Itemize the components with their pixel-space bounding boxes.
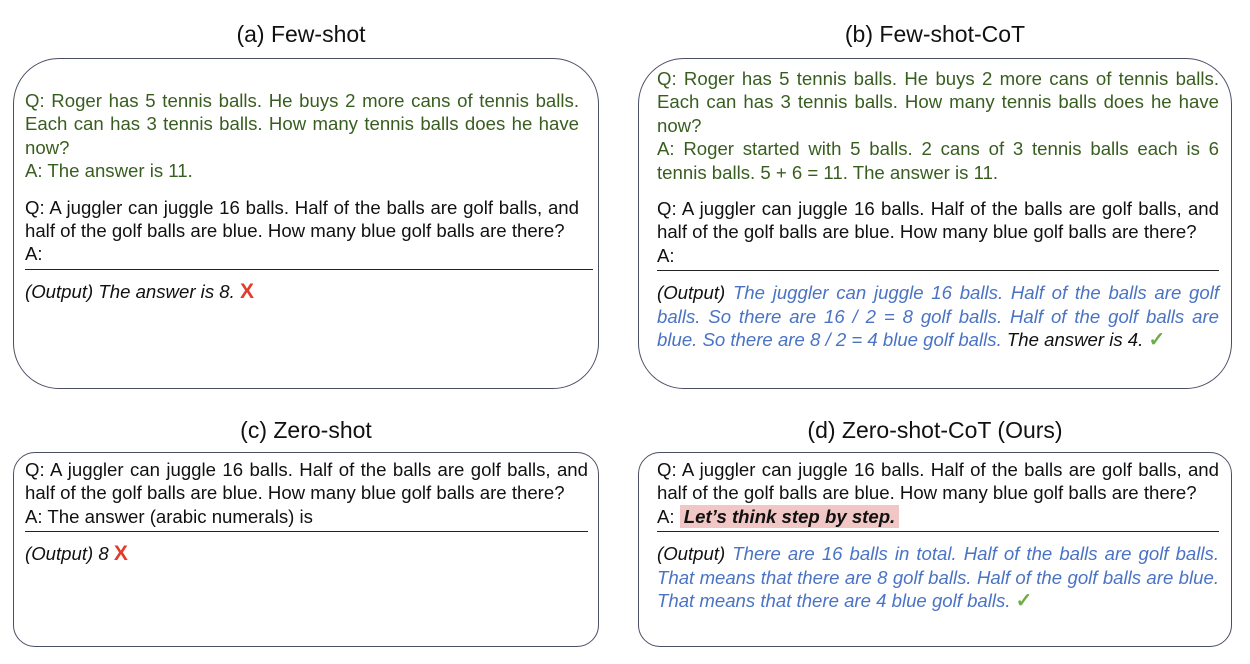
panel-b-example-question: Q: Roger has 5 tennis balls. He buys 2 more cans of tennis balls. Each can has 3 tennis balls. How many tennis balls does he have now? [657, 68, 1219, 136]
panel-a-example-answer: A: The answer is 11. [25, 160, 193, 182]
check-mark-icon: ✓ [1015, 590, 1033, 613]
panel-b-output-answer: The answer is 4. [1006, 329, 1144, 351]
panel-b-answer-prompt: A: [657, 244, 675, 266]
panel-c-output [25, 542, 588, 565]
trigger-phrase: Let’s think step by step. [680, 505, 899, 528]
panel-d-box [638, 452, 1232, 647]
panel-d-title: (d) Zero-shot-CoT (Ours) [807, 417, 1063, 443]
panel-b-output [657, 281, 1219, 352]
panel-b-example-answer: A: Roger started with 5 balls. 2 cans of 3 tennis balls each is 6 tennis balls. 5 + 6 = 11. The answer is 11. [657, 138, 1219, 183]
panel-b-box [638, 58, 1232, 389]
panel-c-output-label: (Output) [25, 543, 94, 565]
panel-c-title: (c) Zero-shot [240, 417, 372, 443]
panel-b-output-reasoning: The juggler can juggle 16 balls. Half of the balls are golf balls. So there are 16 / 2 = 8 golf balls. Half of the golf balls are blue. So there are 8 / 2 = 4 blue golf balls. [657, 282, 1219, 351]
wrong-mark-icon: X [239, 279, 254, 303]
panel-d-output-label: (Output) [657, 543, 726, 565]
panel-b-output-label: (Output) [657, 282, 726, 304]
panel-d-output-reasoning: There are 16 balls in total. Half of the balls are golf balls. That means that there are 8 golf balls. Half of the golf balls are blue. That means that there are 4 blue golf balls. [657, 543, 1219, 612]
panel-c-question: Q: A juggler can juggle 16 balls. Half of the balls are golf balls, and half of the golf balls are blue. How many blue golf balls are there? [25, 459, 588, 504]
panel-a-output [25, 280, 579, 303]
panel-d-output [657, 542, 1219, 613]
panel-b-question: Q: A juggler can juggle 16 balls. Half of the balls are golf balls, and half of the golf balls are blue. How many blue golf balls are there? [657, 198, 1219, 243]
panel-d-question: Q: A juggler can juggle 16 balls. Half of the balls are golf balls, and half of the golf balls are blue. How many blue golf balls are there? [657, 459, 1219, 504]
panel-d-divider [657, 531, 1219, 532]
wrong-mark-icon: X [113, 542, 128, 566]
panel-c-divider [25, 531, 588, 532]
panel-a-question: Q: A juggler can juggle 16 balls. Half of the balls are golf balls, and half of the golf balls are blue. How many blue golf balls are there? [25, 196, 579, 242]
panel-a-title: (a) Few-shot [236, 21, 366, 47]
panel-a-answer-prompt: A: [25, 243, 43, 265]
panel-a-box [13, 58, 599, 389]
panel-b-divider [657, 270, 1219, 271]
panel-b-title: (b) Few-shot-CoT [844, 21, 1026, 47]
panel-a-divider [25, 269, 593, 270]
panel-a-output-text: The answer is 8. [98, 280, 235, 302]
panel-d-answer-prompt: A: [657, 505, 675, 527]
panel-a-example-question: Q: Roger has 5 tennis balls. He buys 2 more cans of tennis balls. Each can has 3 tennis balls. How many tennis balls does he have now? [25, 90, 579, 158]
panel-c-box [13, 452, 599, 647]
panel-d-answer-line [657, 505, 1219, 528]
panel-a-output-label: (Output) [25, 280, 94, 302]
panel-c-output-text: 8 [98, 543, 109, 565]
check-mark-icon: ✓ [1148, 329, 1166, 352]
panel-c-answer-prompt: A: The answer (arabic numerals) is [25, 505, 313, 527]
